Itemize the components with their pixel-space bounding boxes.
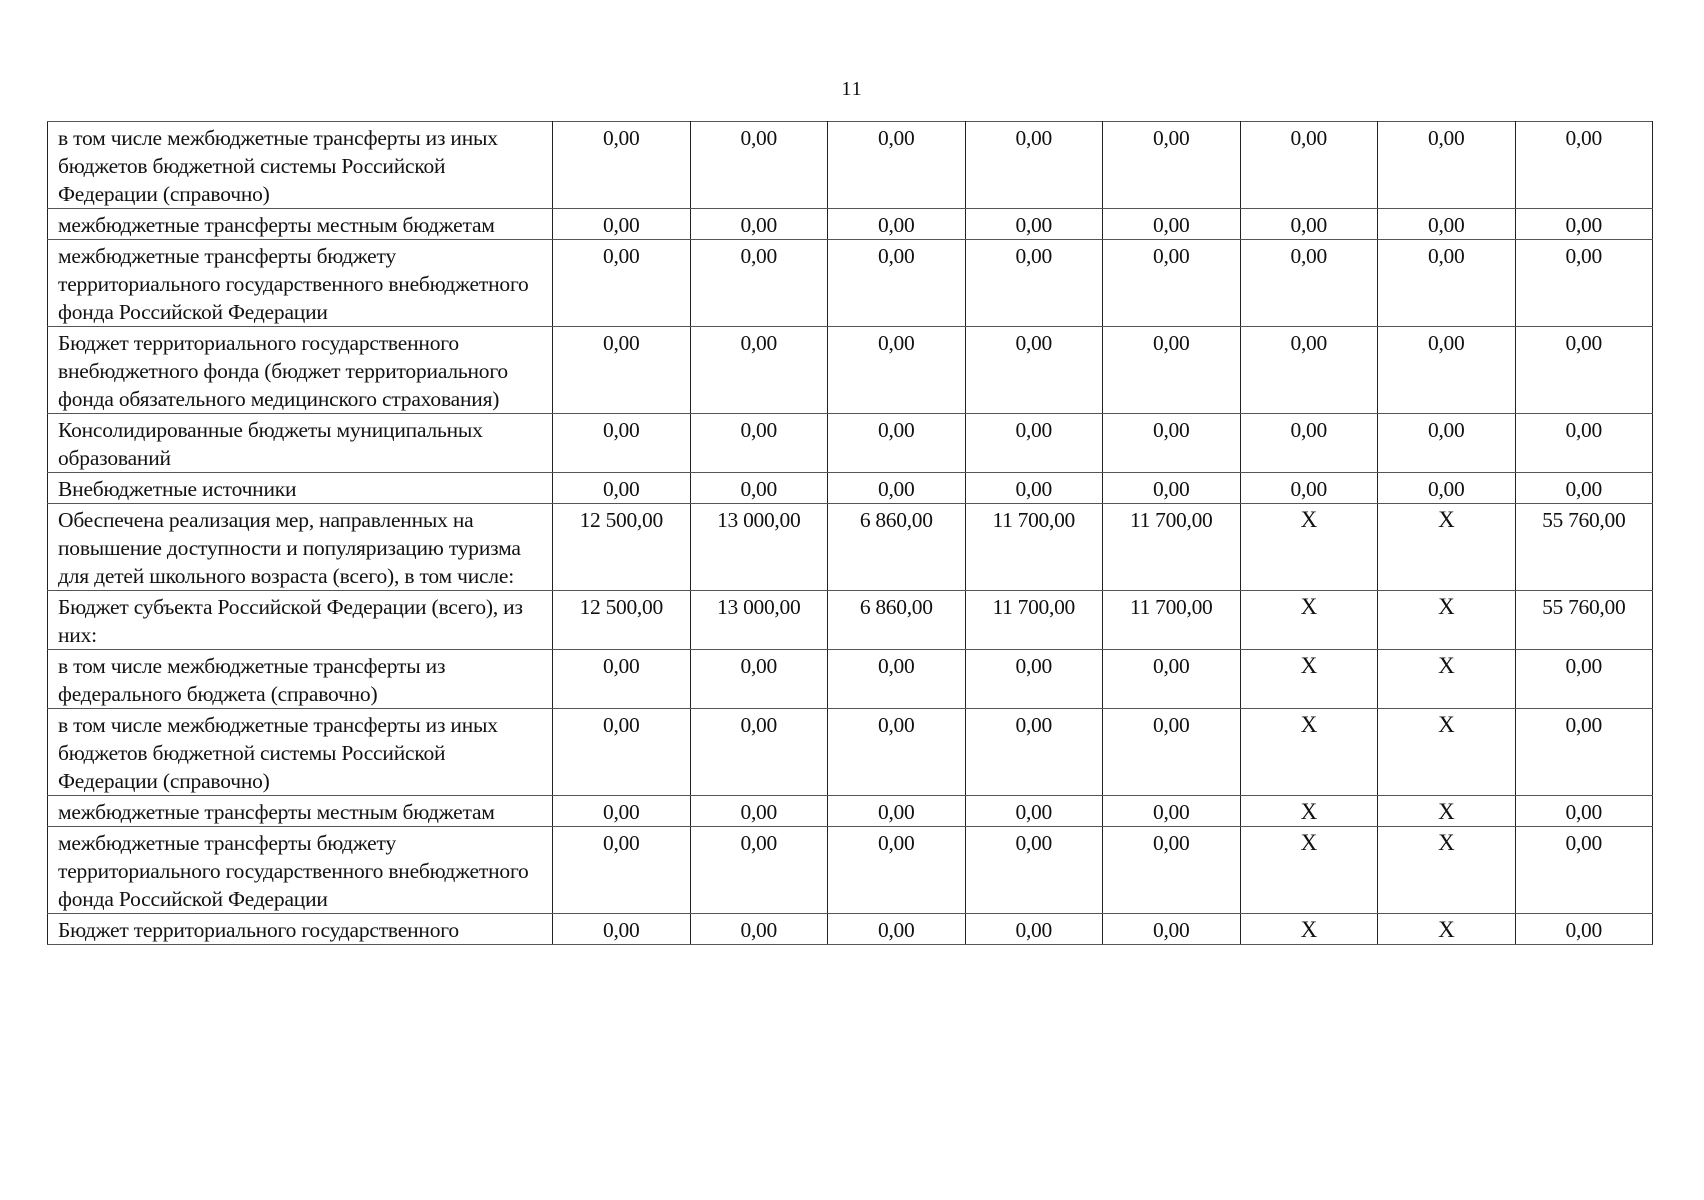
value-cell: 0,00 — [828, 240, 966, 327]
value-cell: 0,00 — [1240, 327, 1378, 414]
value-cell: 0,00 — [1515, 327, 1653, 414]
value-cell: 0,00 — [553, 914, 691, 945]
value-cell: 0,00 — [965, 914, 1103, 945]
table-row — [48, 327, 1653, 414]
value-cell: 0,00 — [828, 414, 966, 473]
value-cell: 11 700,00 — [965, 591, 1103, 650]
value-cell: 55 760,00 — [1515, 591, 1653, 650]
value-cell: 0,00 — [965, 327, 1103, 414]
row-name-cell: в том числе межбюджетные трансферты из федерального бюджета (справочно) — [48, 650, 553, 709]
value-cell: 0,00 — [965, 473, 1103, 504]
value-cell: 0,00 — [1103, 209, 1241, 240]
value-cell: X — [1240, 827, 1378, 914]
table-row — [48, 914, 1653, 945]
value-cell: X — [1378, 591, 1516, 650]
value-cell: 0,00 — [1378, 473, 1516, 504]
value-cell: 0,00 — [965, 122, 1103, 209]
value-cell: 0,00 — [828, 650, 966, 709]
value-cell: 0,00 — [828, 122, 966, 209]
row-name-cell: Обеспечена реализация мер, направленных на повышение доступности и популяризацию туризма для детей школьного возраста (всего), в том числе: — [48, 504, 553, 591]
row-name-cell: Внебюджетные источники — [48, 473, 553, 504]
row-name-cell: Бюджет территориального государственного внебюджетного фонда (бюджет территориального фонда обязательного медицинского страхования) — [48, 327, 553, 414]
table-row — [48, 240, 1653, 327]
value-cell: 0,00 — [690, 796, 828, 827]
value-cell: 6 860,00 — [828, 504, 966, 591]
value-cell: 0,00 — [1240, 414, 1378, 473]
value-cell: 0,00 — [690, 709, 828, 796]
value-cell: 0,00 — [1240, 240, 1378, 327]
value-cell: 0,00 — [1240, 473, 1378, 504]
table-row — [48, 122, 1653, 209]
value-cell: 0,00 — [553, 240, 691, 327]
table-row — [48, 209, 1653, 240]
value-cell: 0,00 — [1515, 414, 1653, 473]
value-cell: X — [1378, 796, 1516, 827]
value-cell: 11 700,00 — [1103, 591, 1241, 650]
value-cell: 0,00 — [1515, 709, 1653, 796]
value-cell: 0,00 — [1515, 827, 1653, 914]
value-cell: 0,00 — [965, 209, 1103, 240]
row-name-cell: межбюджетные трансферты местным бюджетам — [48, 796, 553, 827]
row-name-cell: в том числе межбюджетные трансферты из иных бюджетов бюджетной системы Российской Федерации (справочно) — [48, 709, 553, 796]
value-cell: 0,00 — [690, 914, 828, 945]
value-cell: 0,00 — [828, 473, 966, 504]
value-cell: 0,00 — [553, 709, 691, 796]
value-cell: 0,00 — [1378, 209, 1516, 240]
value-cell: 0,00 — [1240, 209, 1378, 240]
row-name-cell: Бюджет территориального государственного — [48, 914, 553, 945]
value-cell: 0,00 — [690, 209, 828, 240]
value-cell: 0,00 — [553, 414, 691, 473]
value-cell: 0,00 — [965, 414, 1103, 473]
value-cell: 6 860,00 — [828, 591, 966, 650]
table-body — [48, 122, 1653, 945]
table-row — [48, 650, 1653, 709]
value-cell: X — [1378, 709, 1516, 796]
value-cell: 0,00 — [1103, 827, 1241, 914]
value-cell: 12 500,00 — [553, 591, 691, 650]
budget-table — [47, 121, 1653, 945]
table-row — [48, 414, 1653, 473]
value-cell: X — [1240, 709, 1378, 796]
value-cell: 0,00 — [1515, 122, 1653, 209]
value-cell: 0,00 — [828, 827, 966, 914]
value-cell: 0,00 — [828, 914, 966, 945]
value-cell: 0,00 — [1103, 122, 1241, 209]
value-cell: 13 000,00 — [690, 591, 828, 650]
value-cell: 0,00 — [553, 122, 691, 209]
value-cell: 0,00 — [553, 650, 691, 709]
value-cell: 0,00 — [1378, 327, 1516, 414]
value-cell: X — [1240, 914, 1378, 945]
value-cell: 0,00 — [690, 240, 828, 327]
value-cell: 0,00 — [828, 709, 966, 796]
value-cell: 0,00 — [1515, 209, 1653, 240]
value-cell: 13 000,00 — [690, 504, 828, 591]
value-cell: 0,00 — [1103, 473, 1241, 504]
value-cell: 11 700,00 — [1103, 504, 1241, 591]
value-cell: 0,00 — [965, 827, 1103, 914]
value-cell: X — [1378, 504, 1516, 591]
value-cell: 0,00 — [690, 414, 828, 473]
value-cell: 0,00 — [553, 327, 691, 414]
value-cell: 0,00 — [553, 827, 691, 914]
table-row — [48, 591, 1653, 650]
value-cell: 0,00 — [1515, 796, 1653, 827]
value-cell: 0,00 — [1515, 473, 1653, 504]
value-cell: 0,00 — [1378, 414, 1516, 473]
value-cell: 12 500,00 — [553, 504, 691, 591]
value-cell: X — [1378, 914, 1516, 945]
value-cell: 0,00 — [965, 240, 1103, 327]
row-name-cell: межбюджетные трансферты бюджету территориального государственного внебюджетного фонда Российской Федерации — [48, 240, 553, 327]
value-cell: 0,00 — [1378, 240, 1516, 327]
value-cell: 0,00 — [690, 473, 828, 504]
value-cell: 0,00 — [690, 827, 828, 914]
value-cell: 0,00 — [553, 796, 691, 827]
value-cell: 0,00 — [1103, 650, 1241, 709]
value-cell: 0,00 — [1515, 240, 1653, 327]
value-cell: 0,00 — [690, 650, 828, 709]
row-name-cell: межбюджетные трансферты бюджету территориального государственного внебюджетного фонда Российской Федерации — [48, 827, 553, 914]
value-cell: X — [1240, 650, 1378, 709]
row-name-cell: Бюджет субъекта Российской Федерации (всего), из них: — [48, 591, 553, 650]
value-cell: 0,00 — [1103, 796, 1241, 827]
value-cell: 11 700,00 — [965, 504, 1103, 591]
value-cell: X — [1240, 796, 1378, 827]
value-cell: 0,00 — [690, 122, 828, 209]
value-cell: 0,00 — [690, 327, 828, 414]
value-cell: 0,00 — [1103, 709, 1241, 796]
row-name-cell: в том числе межбюджетные трансферты из иных бюджетов бюджетной системы Российской Федерации (справочно) — [48, 122, 553, 209]
value-cell: 0,00 — [965, 709, 1103, 796]
table-row — [48, 796, 1653, 827]
table-row — [48, 504, 1653, 591]
value-cell: 0,00 — [1103, 414, 1241, 473]
table-row — [48, 827, 1653, 914]
row-name-cell: межбюджетные трансферты местным бюджетам — [48, 209, 553, 240]
value-cell: 0,00 — [1103, 914, 1241, 945]
value-cell: X — [1240, 591, 1378, 650]
value-cell: 0,00 — [1515, 650, 1653, 709]
value-cell: X — [1378, 827, 1516, 914]
value-cell: 0,00 — [1103, 327, 1241, 414]
value-cell: 0,00 — [553, 209, 691, 240]
value-cell: X — [1240, 504, 1378, 591]
table-row — [48, 473, 1653, 504]
value-cell: 0,00 — [828, 209, 966, 240]
value-cell: 0,00 — [965, 796, 1103, 827]
value-cell: 0,00 — [1515, 914, 1653, 945]
value-cell: 0,00 — [828, 327, 966, 414]
value-cell: 0,00 — [553, 473, 691, 504]
value-cell: 0,00 — [1103, 240, 1241, 327]
row-name-cell: Консолидированные бюджеты муниципальных образований — [48, 414, 553, 473]
page-number: 11 — [841, 78, 863, 100]
value-cell: 0,00 — [1378, 122, 1516, 209]
value-cell: 0,00 — [1240, 122, 1378, 209]
value-cell: 0,00 — [828, 796, 966, 827]
value-cell: 0,00 — [965, 650, 1103, 709]
value-cell: 55 760,00 — [1515, 504, 1653, 591]
table-row — [48, 709, 1653, 796]
value-cell: X — [1378, 650, 1516, 709]
